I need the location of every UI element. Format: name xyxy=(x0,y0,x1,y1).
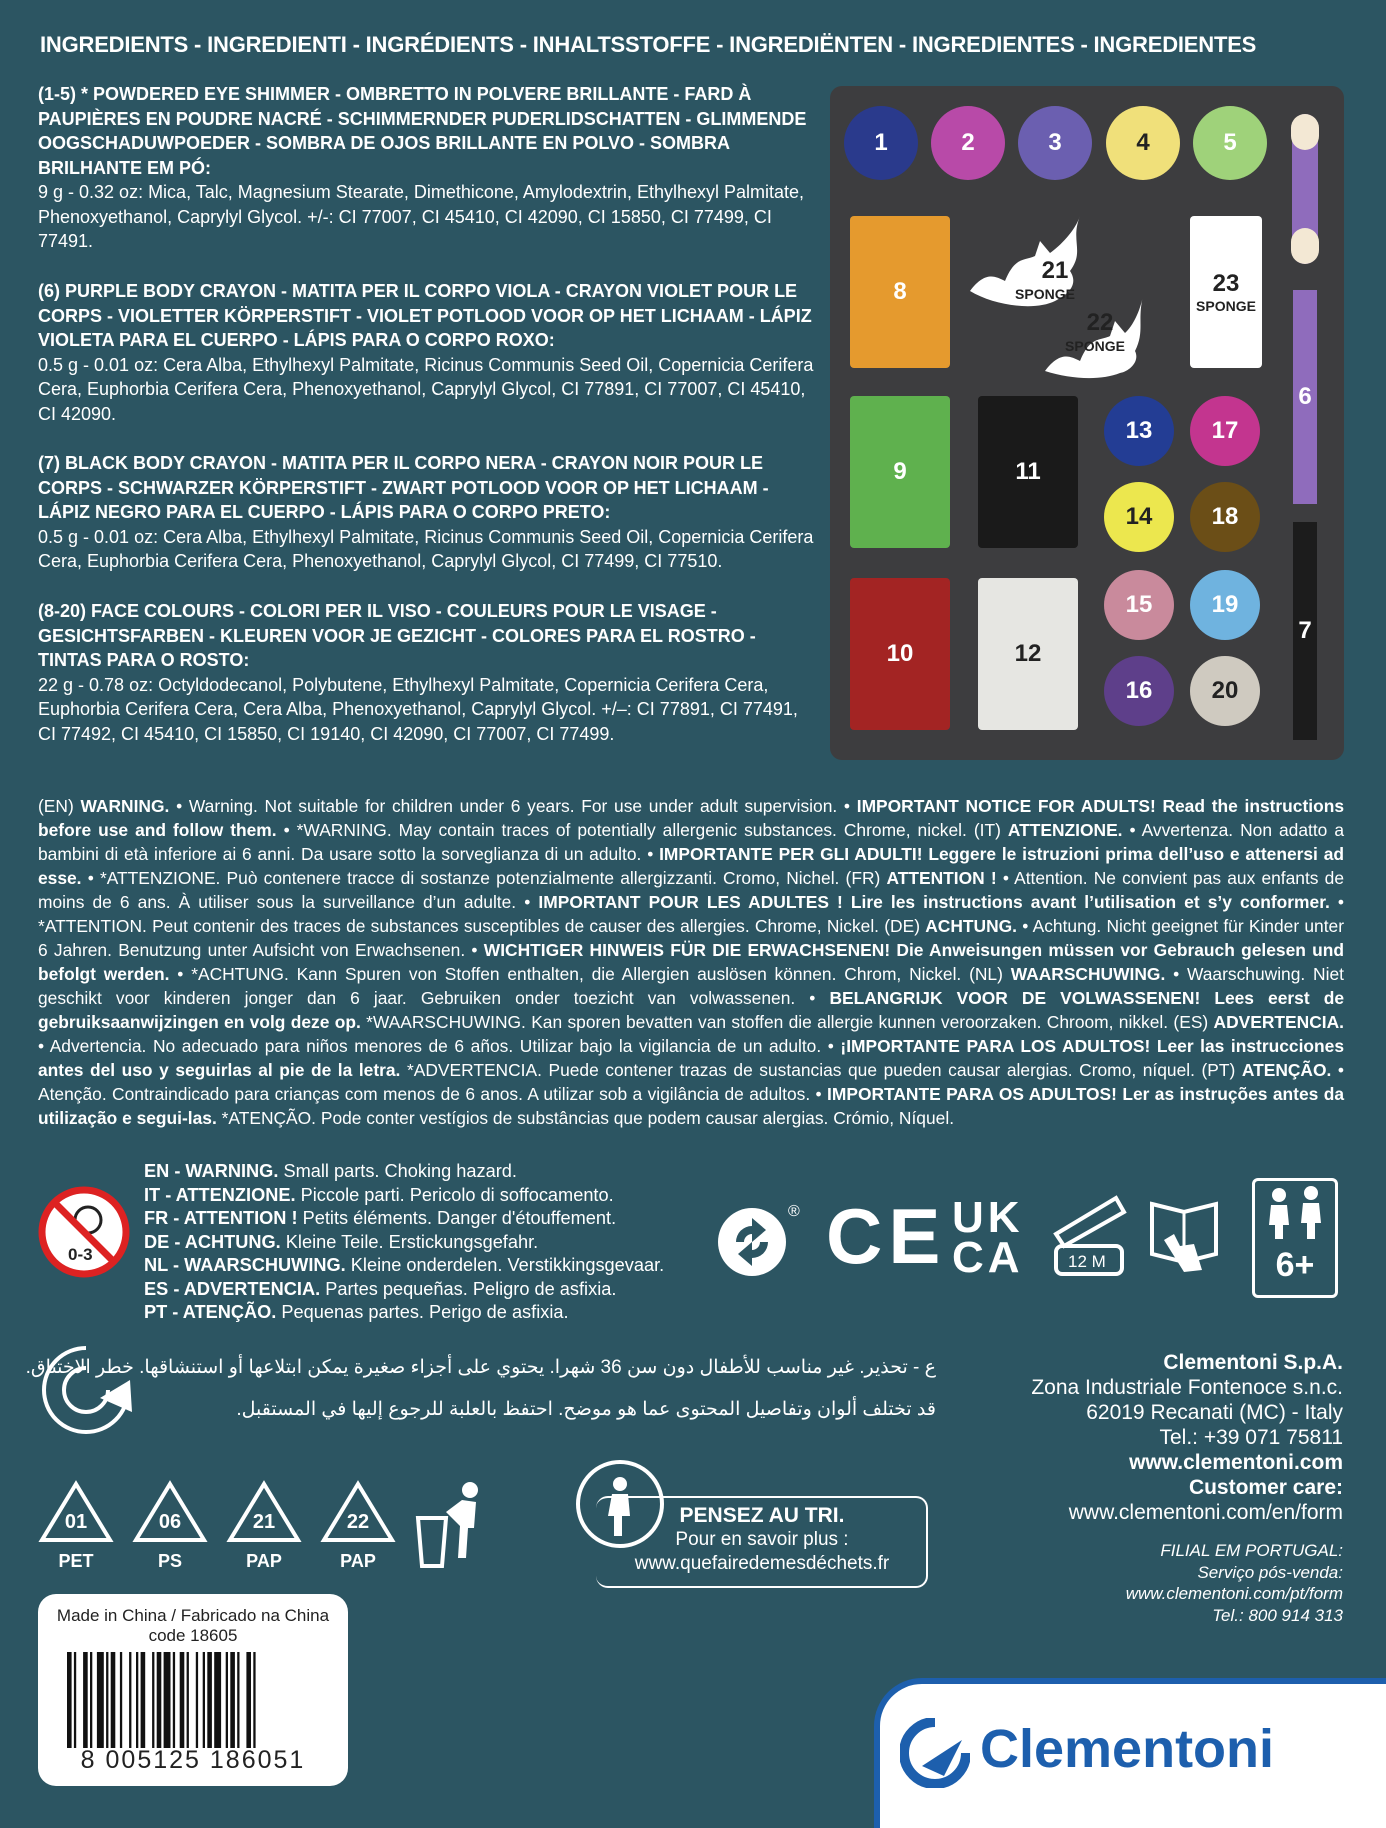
ingredient-purple-crayon: (6) PURPLE BODY CRAYON - MATITA PER IL CORPO VIOLA - CRAYON VIOLET POUR LE CORPS - VIOLETTER KÖRPERSTIFT - VIOLET POTLOOD VOOR OP HET LICHAAM - LÁPIZ VIOLETA PARA EL CUERPO - LÁPIS PARA O CORPO ROXO: 0.5 g - 0.01 oz: Cera Alba, Ethylhexyl Palmitate, Ricinus Communis Seed Oil, Copernicia Cerifera Cera, Euphorbia Cerifera Cera, Phenoxyethanol, Caprylyl Glycol, CI 77891, CI 77007, CI 45410, CI 42090. xyxy=(38,281,814,424)
portugal-branch: FILIAL EM PORTUGAL: Serviço pós-venda: www.clementoni.com/pt/form Tel.: 800 914 313 xyxy=(1125,1541,1343,1625)
eye-shimmer-1: 1 xyxy=(844,106,918,180)
warning-segment: • *ACHTUNG. Kann Spuren von Stoffen enthalten, die Allergien auslösen können. Chrom, Nickel. (NL) xyxy=(169,964,1011,984)
face-colour-8: 8 xyxy=(850,216,950,368)
warning-segment: ATENÇÃO. xyxy=(1241,1060,1332,1080)
palette-diagram xyxy=(830,86,1344,760)
warning-segment: *ADVERTENCIA. Puede contener trazas de sustancias que pueden causar alergias. Cromo, níquel. (PT) xyxy=(400,1060,1242,1080)
svg-text:01: 01 xyxy=(64,1511,88,1533)
face-colour-9: 9 xyxy=(850,396,950,548)
face-colour-10: 10 xyxy=(850,578,950,730)
warning-segment: • Atenção. Contraindicado para crianças com menos de 6 anos. A utilizar sob a vigilância de adultos. • xyxy=(38,1060,1344,1104)
bat-22-number: 22 xyxy=(1086,309,1114,336)
eye-shimmer-2: 2 xyxy=(931,106,1005,180)
barcode-icon xyxy=(63,1652,323,1748)
recycle-code-pap-22: 22 PAP xyxy=(318,1478,398,1572)
bat-22-label: SPONGE xyxy=(1065,338,1125,354)
small-parts-line: IT - ATTENZIONE. Piccole parti. Pericolo di soffocamento. xyxy=(144,1184,614,1205)
face-colour-17: 17 xyxy=(1190,396,1260,466)
svg-text:0-3: 0-3 xyxy=(68,1245,93,1264)
warning-segment: ATTENZIONE. xyxy=(1007,820,1123,840)
applicator-tip-bottom xyxy=(1291,228,1319,264)
ukca-mark: UK CA xyxy=(952,1193,1024,1282)
small-parts-line: ES - ADVERTENCIA. Partes pequeñas. Peligro de asfixia. xyxy=(144,1278,617,1299)
recycle-code-pet: 01 PET xyxy=(36,1478,116,1572)
warning-segment: • *ATTENTION. Peut contenir des traces de substances susceptibles de causer des allergies. Chrome, Nickel. (DE) xyxy=(38,892,1344,936)
svg-text:22: 22 xyxy=(346,1511,370,1533)
face-colour-19: 19 xyxy=(1190,570,1260,640)
warning-segment: ¡IMPORTANTE PARA LOS ADULTOS! Leer las instrucciones antes del uso y seguirlas al pie de la letra. xyxy=(38,1036,1344,1080)
recycle-triangle-icon xyxy=(36,1478,116,1546)
warning-segment: *ATENÇÃO. Pode conter vestígios de substâncias que podem causar alergias. Crómio, Níquel. xyxy=(216,1108,955,1128)
triman-text: PENSEZ AU TRI. Pour en savoir plus : www.quefairedemesdéchets.fr xyxy=(596,1504,928,1576)
warning-segment: • Avvertenza. Non adatto a bambini di età inferiore ai 6 anni. Da usare sotto la sorveglianza di un adulto. • xyxy=(38,820,1345,864)
face-colour-14: 14 xyxy=(1104,482,1174,552)
warning-segment: • Advertencia. No adecuado para niños menores de 6 años. Utilizar bajo la vigilancia de un adulto. • xyxy=(38,1036,841,1056)
eye-shimmer-3: 3 xyxy=(1018,106,1092,180)
barcode-panel: Made in China / Fabricado na China code 18605 8 005125 186051 xyxy=(38,1594,348,1786)
ingredient-eye-shimmer: (1-5) * POWDERED EYE SHIMMER - OMBRETTO IN POLVERE BRILLANTE - FARD À PAUPIÈRES EN POUDRE NACRÉ - SCHIMMERNDER PUDERLIDSCHATTEN - GLIMMENDE OOGSCHADUWPOEDER - SOMBRA DE OJOS BRILLANTE EN POLVO - SOMBRA BRILHANTE EM PÓ: 9 g - 0.32 oz: Mica, Talc, Magnesium Stearate, Dimethicone, Amylodextrin, Ethylhexyl Palmitate, Phenoxyethanol, Caprylyl Glycol. +/-: CI 77007, CI 45410, CI 42090, CI 15850, CI 77499, CI 77491. xyxy=(38,84,807,251)
ingredient-face-colours: (8-20) FACE COLOURS - COLORI PER IL VISO - COULEURS POUR LE VISAGE - GESICHTSFARBEN - KLEUREN VOOR JE GEZICHT - COLORES PARA EL ROSTRO - TINTAS PARA O ROSTO: 22 g - 0.78 oz: Octyldodecanol, Polybutene, Ethylhexyl Palmitate, Copernicia Cerifera Cera, Euphorbia Cerifera Cera, Cera Alba, Phenoxyethanol, Caprylyl Glycol. +/–: CI 77891, CI 77491, CI 77492, CI 45410, CI 15850, CI 19140, CI 42090, CI 77007, CI 77499. xyxy=(38,601,798,744)
ce-mark: CE xyxy=(826,1192,947,1280)
recycling-swirl-icon xyxy=(38,1340,134,1440)
svg-text:12 M: 12 M xyxy=(1068,1252,1106,1271)
small-parts-line: EN - WARNING. Small parts. Choking hazard. xyxy=(144,1161,517,1181)
warning-segment: • Warning. Not suitable for children under 6 years. For use under adult supervision. • xyxy=(169,796,857,816)
recycle-code-pap-21: 21 PAP xyxy=(224,1478,304,1572)
face-colour-13: 13 xyxy=(1104,396,1174,466)
small-parts-line: PT - ATENÇÃO. Pequenas partes. Perigo de asfixia. xyxy=(144,1302,569,1322)
brand-panel xyxy=(874,1678,1386,1828)
face-colour-11: 11 xyxy=(978,396,1078,548)
body-crayon-6: 6 xyxy=(1293,290,1317,504)
face-colour-18: 18 xyxy=(1190,482,1260,552)
warning-segment: WARNING. xyxy=(80,796,170,816)
warning-segment: WAARSCHUWING. xyxy=(1010,964,1166,984)
arabic-warning-2: قد تختلف ألوان وتفاصيل المحتوى عما هو موضح. احتفظ بالعلبة للرجوع إليها في المستقبل. xyxy=(236,1399,936,1420)
small-parts-line: NL - WAARSCHUWING. Kleine onderdelen. Verstikkingsgevaar. xyxy=(144,1255,665,1275)
warning-segment: (EN) xyxy=(38,796,81,816)
warning-segment: BELANGRIJK VOOR DE VOLWASSENEN! Lees eerst de gebruiksaanwijzingen en volg deze op. xyxy=(38,988,1344,1032)
warning-segment: • *WARNING. May contain traces of potentially allergenic substances. Chrome, nickel. (IT) xyxy=(276,820,1008,840)
svg-text:21: 21 xyxy=(252,1511,276,1533)
eye-shimmer-5: 5 xyxy=(1193,106,1267,180)
recycle-triangle-icon xyxy=(318,1478,398,1546)
green-dot-icon xyxy=(714,1200,804,1280)
age-0-3-prohibited-icon xyxy=(38,1186,130,1278)
warning-segment: WICHTIGER HINWEIS FÜR DIE ERWACHSENEN! Die Anweisungen müssen vor Gebrauch gelesen und befolgt werden. xyxy=(38,940,1344,984)
small-parts-line: FR - ATTENTION ! Petits éléments. Danger d'étouffement. xyxy=(144,1208,617,1228)
face-colour-15: 15 xyxy=(1104,570,1174,640)
period-after-opening-icon xyxy=(1050,1190,1130,1280)
warning-segment: • Waarschuwing. Niet geschikt voor kinderen jonger dan 6 jaar. Gebruiken onder toezicht van volwassenen. • xyxy=(38,964,1344,1008)
brand-name: Clementoni xyxy=(980,1719,1275,1779)
face-colour-16: 16 xyxy=(1104,656,1174,726)
bin-icon xyxy=(412,1478,490,1570)
sponge-23: 23 SPONGE xyxy=(1190,216,1262,368)
warning-segment: IMPORTANTE PARA OS ADULTOS! Ler as instruções antes da utilização e segui-las. xyxy=(38,1084,1344,1128)
small-parts-warning xyxy=(144,1160,664,1325)
svg-text:06: 06 xyxy=(158,1511,182,1533)
recycle-triangle-icon xyxy=(224,1478,304,1546)
warning-segment: IMPORTANT POUR LES ADULTES ! Lire les instructions avant l’utilisation et s’y conformer. xyxy=(538,892,1330,912)
svg-text:®: ® xyxy=(788,1203,800,1220)
small-parts-line: DE - ACHTUNG. Kleine Teile. Erstickungsgefahr. xyxy=(144,1231,539,1252)
warning-segment: • Attention. Ne convient pas aux enfants de moins de 6 ans. À utiliser sous la surveillance d’un adulte. • xyxy=(38,868,1345,912)
warning-segment: IMPORTANTE PER GLI ADULTI! Leggere le istruzioni prima dell’uso e attenersi ad esse. xyxy=(38,844,1344,888)
body-crayon-7: 7 xyxy=(1293,522,1317,740)
age-6-plus-badge: 6+ xyxy=(1252,1178,1338,1298)
ingredient-black-crayon: (7) BLACK BODY CRAYON - MATITA PER IL CORPO NERA - CRAYON NOIR POUR LE CORPS - SCHWARZER KÖRPERSTIFT - ZWART POTLOOD VOOR OP HET LICHAAM - LÁPIZ NEGRO PARA EL CUERPO - LÁPIS PARA O CORPO PRETO: 0.5 g - 0.01 oz: Cera Alba, Ethylhexyl Palmitate, Ricinus Communis Seed Oil, Copernicia Cerifera Cera, Euphorbia Cerifera Cera, Phenoxyethanol, Caprylyl Glycol, CI 77499, CI 77510. xyxy=(38,453,814,571)
ingredients-header: INGREDIENTS - INGREDIENTI - INGRÉDIENTS - INHALTSSTOFFE - INGREDIËNTEN - INGREDIENTES - INGREDIENTES xyxy=(40,32,1257,57)
company-address: Clementoni S.p.A. Zona Industriale Fontenoce s.n.c. 62019 Recanati (MC) - Italy Tel.: +39 071 75811 www.clementoni.com Customer care: www.clementoni.com/en/form xyxy=(1031,1351,1343,1524)
warning-segment: ADVERTENCIA. xyxy=(1213,1012,1344,1032)
bat-21-number: 21 xyxy=(1041,257,1069,284)
general-warning-text xyxy=(38,794,1344,1130)
customer-care-link[interactable]: www.clementoni.com/en/form xyxy=(1068,1501,1343,1524)
warning-segment: ACHTUNG. xyxy=(925,916,1018,936)
portugal-form-link[interactable]: www.clementoni.com/pt/form xyxy=(1125,1584,1343,1603)
warning-segment: *WAARSCHUWING. Kan sporen bevatten van stoffen die allergie kunnen veroorzaken. Chroom, nikkel. (ES) xyxy=(360,1012,1214,1032)
face-colour-12: 12 xyxy=(978,578,1078,730)
applicator-tip-top xyxy=(1291,114,1319,150)
face-colour-20: 20 xyxy=(1190,656,1260,726)
warning-segment: • Achtung. Nicht geeignet für Kinder unter 6 Jahren. Benutzung unter Aufsicht von Erwachsenen. • xyxy=(38,916,1344,960)
recycle-triangle-icon xyxy=(130,1478,210,1546)
company-website[interactable]: www.clementoni.com xyxy=(1129,1451,1343,1474)
eye-shimmer-4: 4 xyxy=(1106,106,1180,180)
warning-segment: ATTENTION ! xyxy=(886,868,997,888)
arabic-warning-1: ع - تحذير. غير مناسب للأطفال دون سن 36 شهرا. يحتوي على أجزاء صغيرة يمكن ابتلاعها أو استنشاقها. خطر الاختناق. xyxy=(25,1357,936,1378)
warning-segment: IMPORTANT NOTICE FOR ADULTS! Read the instructions before use and follow them. xyxy=(38,796,1345,840)
read-instructions-icon xyxy=(1144,1190,1234,1280)
bat-21-label: SPONGE xyxy=(1015,286,1075,302)
clementoni-logo-icon xyxy=(900,1718,970,1788)
triman-link[interactable]: www.quefairedemesdéchets.fr xyxy=(634,1553,890,1574)
warning-segment: • *ATTENZIONE. Può contenere tracce di sostanze potenzialmente allergizzanti. Cromo, Nichel. (FR) xyxy=(81,868,887,888)
children-icon xyxy=(1255,1181,1335,1241)
recycle-code-ps: 06 PS xyxy=(130,1478,210,1572)
